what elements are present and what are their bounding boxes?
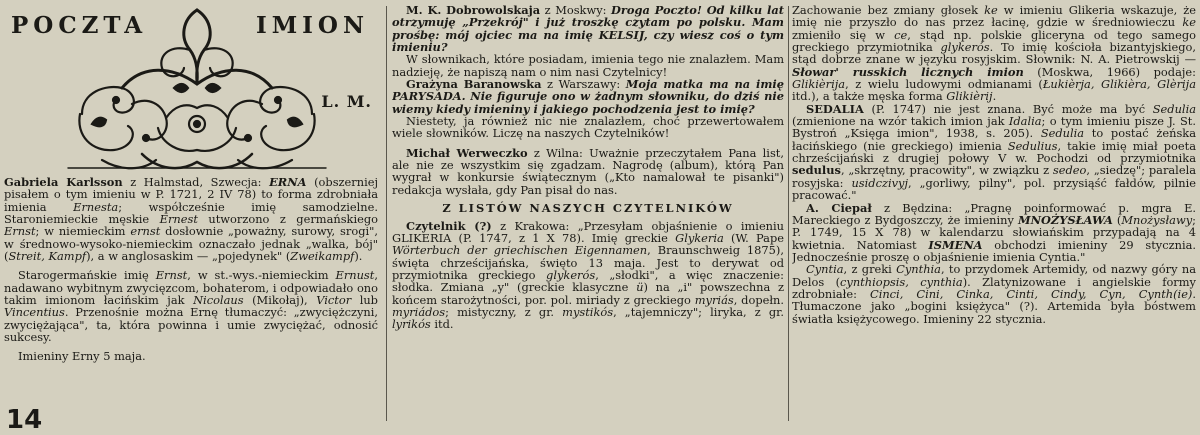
letter-dobrowolskaja: M. K. Dobrowolskaja z Moskwy: Droga Poczto! Od kilku lat otrzymuję „Przekrój" i już troszkę czytam po polsku. Mam prośbę: mój ojciec ma na imię KELSIJ, czy wiesz coś o tym imieniu? bbox=[392, 4, 784, 55]
letter-werweczko: Michał Werweczko z Wilna: Uważnie przeczytałem Pana list, ale nie ze wszystkim się zgadzam. Nagrodę (album), którą Pan wygrał w konkursie świątecznym („Kto namalował te pisanki") redakcja wysłała, gdy Pan pisał do nas. bbox=[392, 145, 784, 197]
author-initials: L. M. bbox=[321, 92, 372, 111]
section-heading: Z LISTÓW NASZYCH CZYTELNIKÓW bbox=[442, 201, 734, 216]
letter-baranowska: Grażyna Baranowska z Warszawy: Moja matka ma na imię PARYSADA. Nie figuruje ono w żadnym słowniku, do dziś nie wiemy kiedy imieniny i jakiego pochodzenia jest to imię? bbox=[392, 77, 784, 116]
column-right bbox=[792, 4, 1196, 415]
column-divider bbox=[788, 6, 789, 421]
reply-kelsij: W słownikach, które posiadam, imienia tego nie znalazłem. Mam nadzieję, że napiszą nam o nim nasi Czytelnicy! bbox=[392, 52, 784, 79]
paragraph-cyntia: Cyntia, z greki Cynthia, to przydomek Artemidy, od nazwy góry na Delos (cynthiopsis, cynthia). Zlatynizowane i angielskie formy zdrobniałe: Cinci, Cini, Cinka, Cinti, Cindy, Cyn, Cynth(ie). Tłumaczone jako „bogini księżyca" (?). Artemida była bóstwem światła księżycowego. Imieniny 22 stycznia. bbox=[792, 262, 1196, 326]
page-title bbox=[8, 12, 372, 39]
letter-ciepal: A. Ciepał z Będzina: „Pragnę poinformować p. mgra E. Mareckiego z Bydgoszczy, że imieniny MNOŻYSŁAWA (Mnożysławy; P. 1749, 15 X 78) w kalendarzu słowiańskim przypadają na 4 kwietnia. Natomiast ISMENA obchodzi imieniny 29 stycznia. Jednocześnie proszę o objaśnienie imienia Cyntia." bbox=[792, 200, 1196, 264]
letter-glikeria: Czytelnik (?) z Krakowa: „Przesyłam objaśnienie o imieniu GLIKERIA (P. 1747, z 1 X 78). Imię greckie Glykeria (W. Pape Wörterbuch der griechischen Eigennamen, Braunschweig 1875), święta chrześcijańska, święto 13 maja. Jest to derywat od przymiotnika greckiego glykerós, „słodki", a więc znaczenie: słodka. Zmiana „y" (greckie klasyczne ü) na „i" powszechna z końcem starożytności, por. pol. miriady z greckiego myriás, dopełn. myriádos; mistyczny, z gr. mystikós, „tajemniczy"; liryka, z gr. lyrikós itd. bbox=[392, 218, 784, 332]
paragraph-glikeria-cont: Zachowanie bez zmiany głosek ke w imieniu Glikeria wskazuje, że imię nie przyszło do nas przez łacinę, gdzie w średniowieczu ke zmieniło się w ce, stąd np. polskie gliceryna od tego samego greckiego przymiotnika glykerós. To imię kościoła bizantyjskiego, stąd dobrze znane w języku rosyjskim. Słownik: N. A. Pietrowskij — Słowar' russkich licznych imion (Moskwa, 1966) podaje: Glikièrija, z wielu ludowymi odmianami (Łukièrja, Glikièra, Glèrija itd.), a także męska forma Glikièrij. bbox=[792, 4, 1196, 104]
column-left bbox=[4, 4, 378, 415]
paragraph-sedalia: SEDALIA (P. 1747) nie jest znana. Być może ma być Sedulia (zmienione na wzór takich imion jak Idalia; o tym imieniu pisze J. St. Bystroń „Księga imion", 1938, s. 205). Sedulia to postać żeńska łacińskiego (nie greckiego) imienia Sedulius, takie imię miał poeta chrześcijański z drugiej połowy V w. Pochodzi od przymiotnika sedulus, „skrzętny, pracowity", w związku z sedeo, „siedzę"; paralela rosyjska: usidczivyj, „gorliwy, pilny", pol. przysiąść fałdów, pilnie pracować." bbox=[792, 101, 1196, 203]
column-divider bbox=[386, 6, 387, 421]
paragraph-erna-nameday: Imieniny Erny 5 maja. bbox=[18, 349, 146, 364]
page-number: 14 bbox=[6, 405, 43, 435]
paragraph-erna: Gabriela Karlsson z Halmstad, Szwecja: ERNA (obszerniej pisałem o tym imieniu w P. 1721, 2 IV 78) to forma zdrobniała imienia Ernesta; współcześnie imię samodzielne. Staroniemieckie męskie Ernest utworzono z germańskiego Ernst; w niemieckim ernst dosłownie „poważny, surowy, srogi", w średnowo-wysoko-niemieckim oznaczało jednak „walka, bój" (Streit, Kampf), a w anglosaskim — „pojedynek" (Zweikampf). bbox=[4, 175, 378, 264]
column-header bbox=[4, 4, 378, 176]
title-right: IMION bbox=[253, 20, 372, 32]
column-middle bbox=[392, 4, 784, 415]
reply-parysada: Niestety, ja również nic nie znalazłem, choć przewertowałem wiele słowników. Liczę na naszych Czytelników! bbox=[392, 114, 784, 141]
title-left: POCZTA bbox=[8, 20, 150, 32]
paragraph-ernst: Starogermańskie imię Ernst, w st.-wys.-niemieckim Ernust, nadawano wybitnym zwycięzcom, bohaterom, i odpowiadało ono takim imionom łacińskim jak Nicolaus (Mikołaj), Victor lub Vincentius. Przenośnie można Ernę tłumaczyć: „zwyciężczyni, zwyciężająca", ta, która powinna i umie zwyciężać, odnosić sukcesy. bbox=[4, 268, 378, 345]
